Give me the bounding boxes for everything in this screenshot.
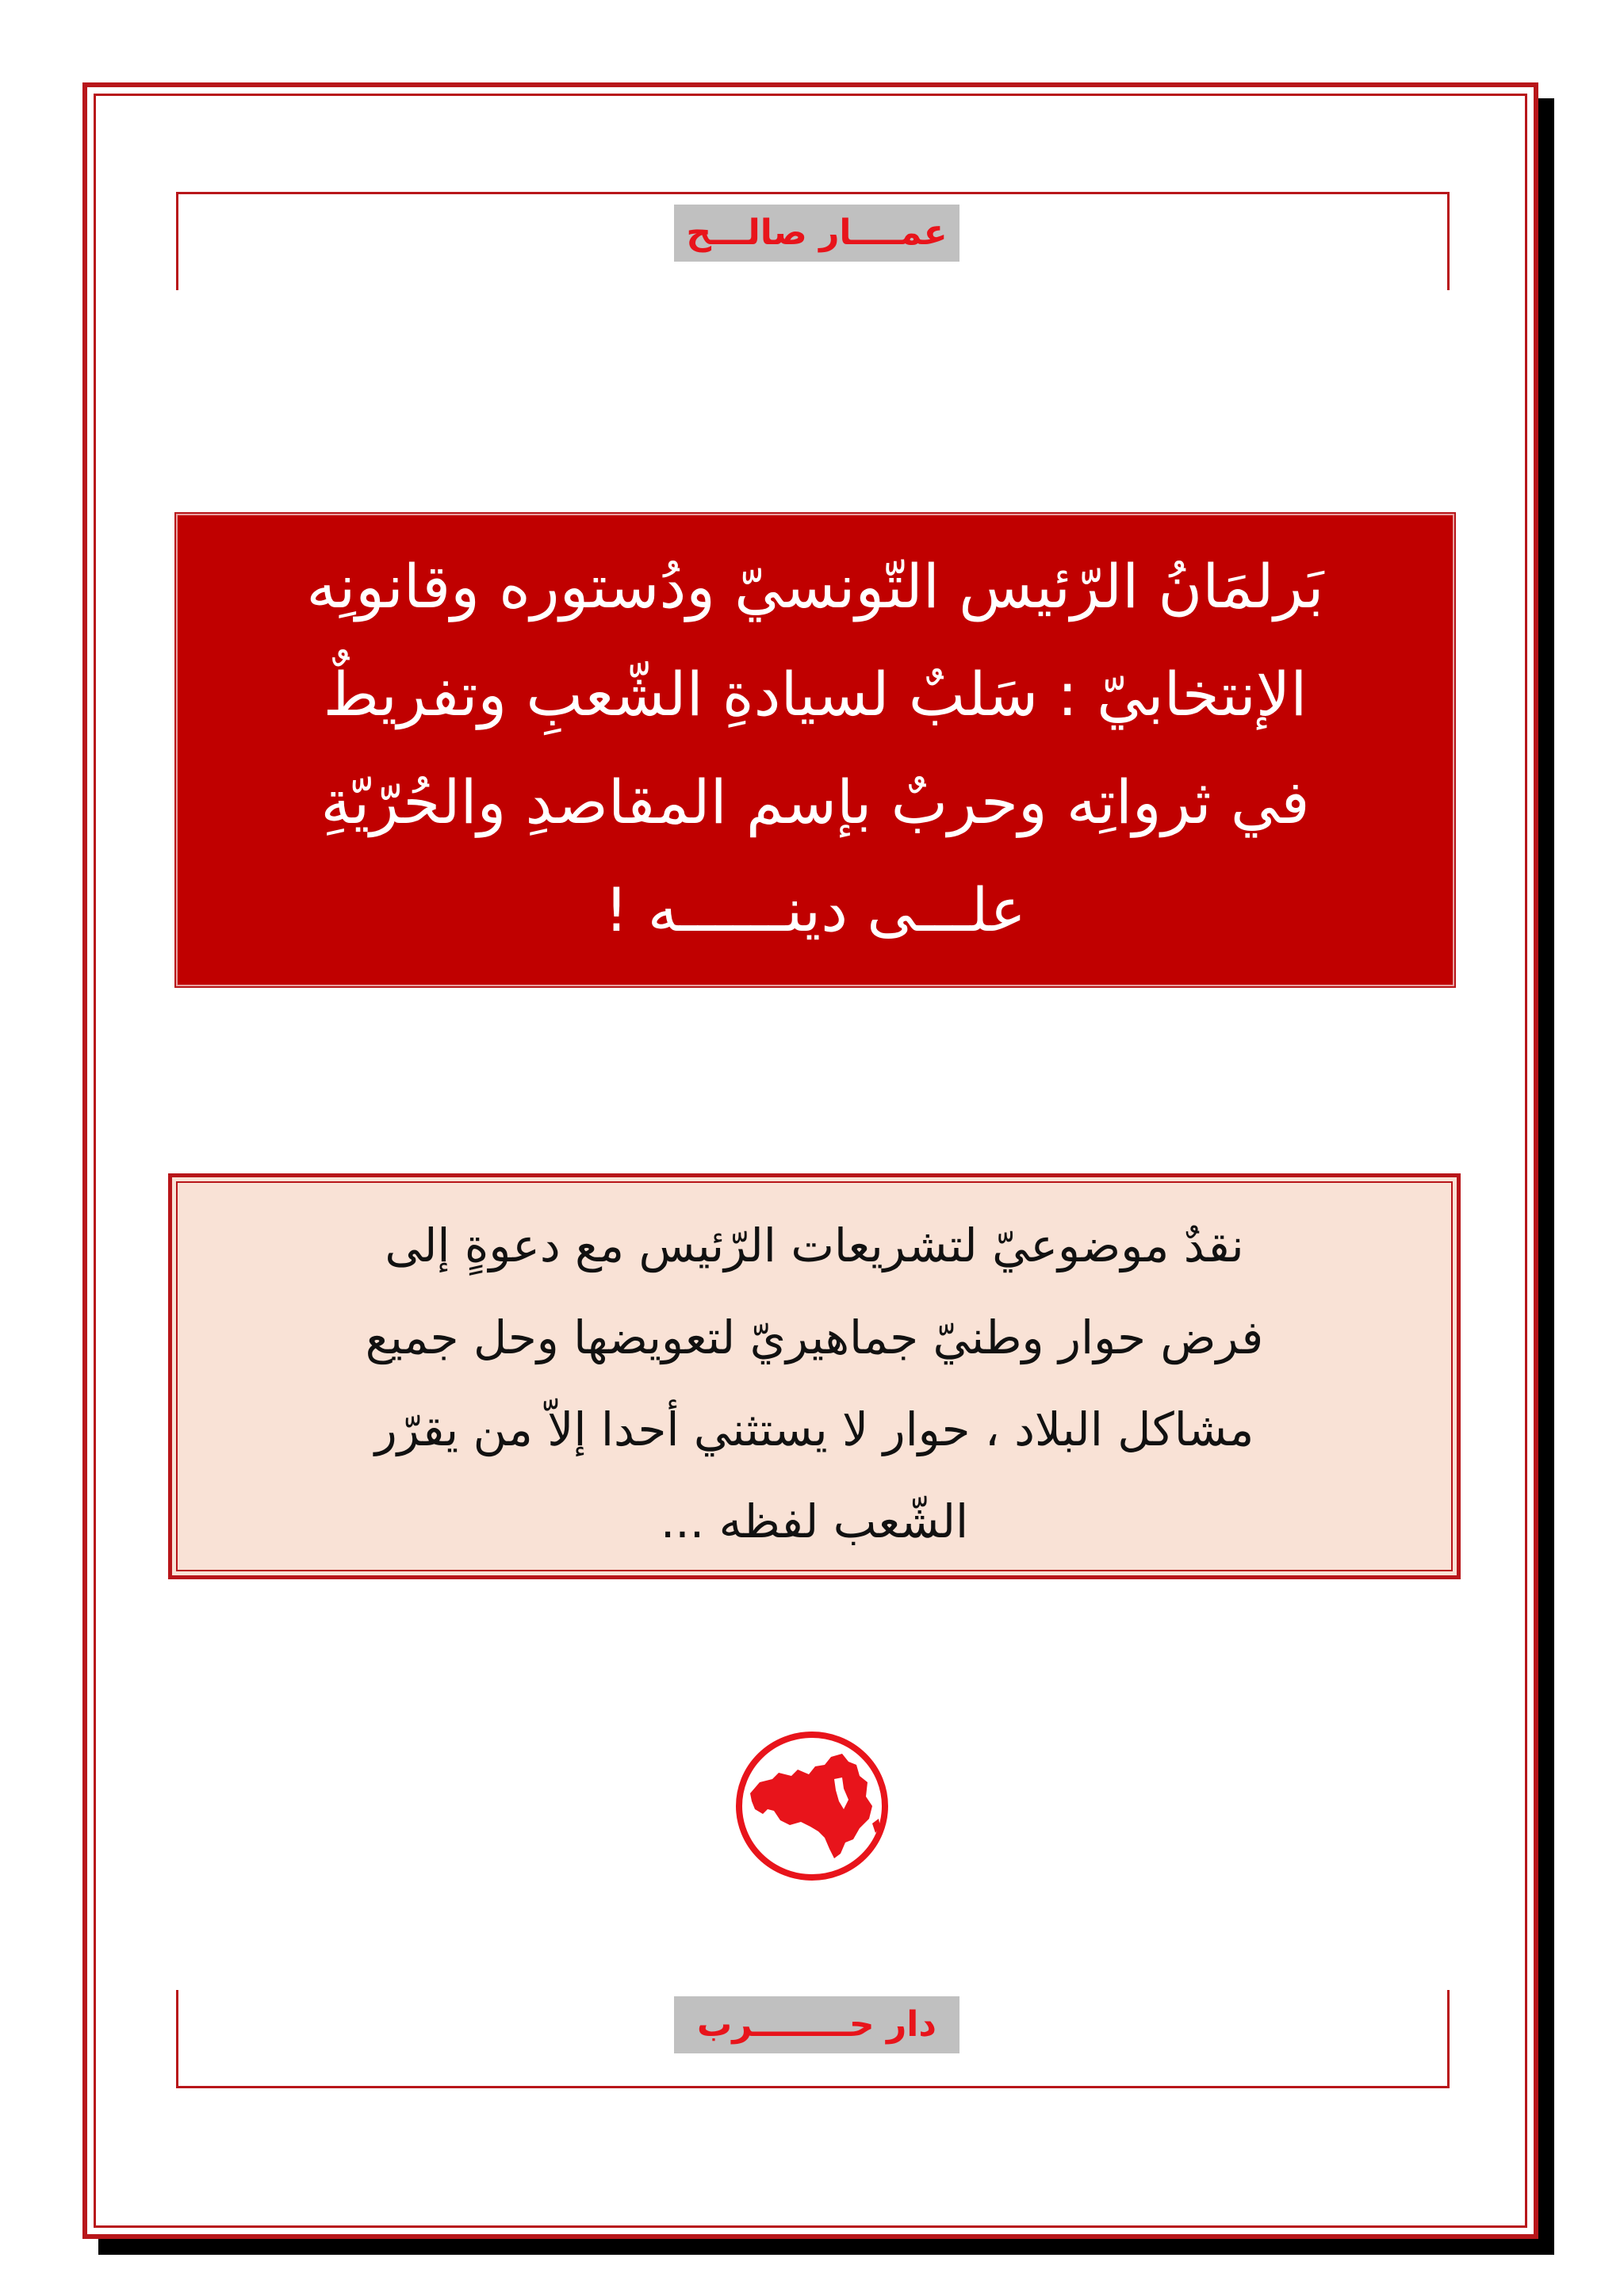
title-line: علـــى دينــــــه ! bbox=[604, 874, 1026, 945]
publisher-label: دار حــــــــرب bbox=[674, 1996, 959, 2053]
title-line: في ثرواتِه وحربٌ بإسم المقاصدِ والحُرّيّةِ bbox=[320, 767, 1310, 837]
abstract-line: الشّعب لفظه ... bbox=[660, 1494, 969, 1548]
title-line: الإنتخابيّ : سَلبٌ لسيادةِ الشّعبِ وتفريطٌ bbox=[323, 659, 1308, 729]
abstract-block bbox=[168, 1173, 1461, 1579]
abstract-line: مشاكل البلاد ، حوار لا يستثني أحدا إلاّ من يقرّر bbox=[374, 1402, 1254, 1456]
abstract-line: فرض حوار وطنيّ جماهيريّ لتعويضها وحل جميع bbox=[365, 1311, 1264, 1364]
title-block bbox=[176, 514, 1454, 986]
title-line: بَرلمَانُ الرّئيس التّونسيّ ودُستوره وقانونِه bbox=[306, 551, 1324, 622]
author-label: عمــــار صالـــح bbox=[674, 205, 959, 262]
abstract-line: نقدٌ موضوعيّ لتشريعات الرّئيس مع دعوةٍ إلى bbox=[385, 1219, 1244, 1272]
arab-world-map-icon bbox=[733, 1727, 891, 1885]
page-frame-inner bbox=[94, 94, 1527, 2228]
